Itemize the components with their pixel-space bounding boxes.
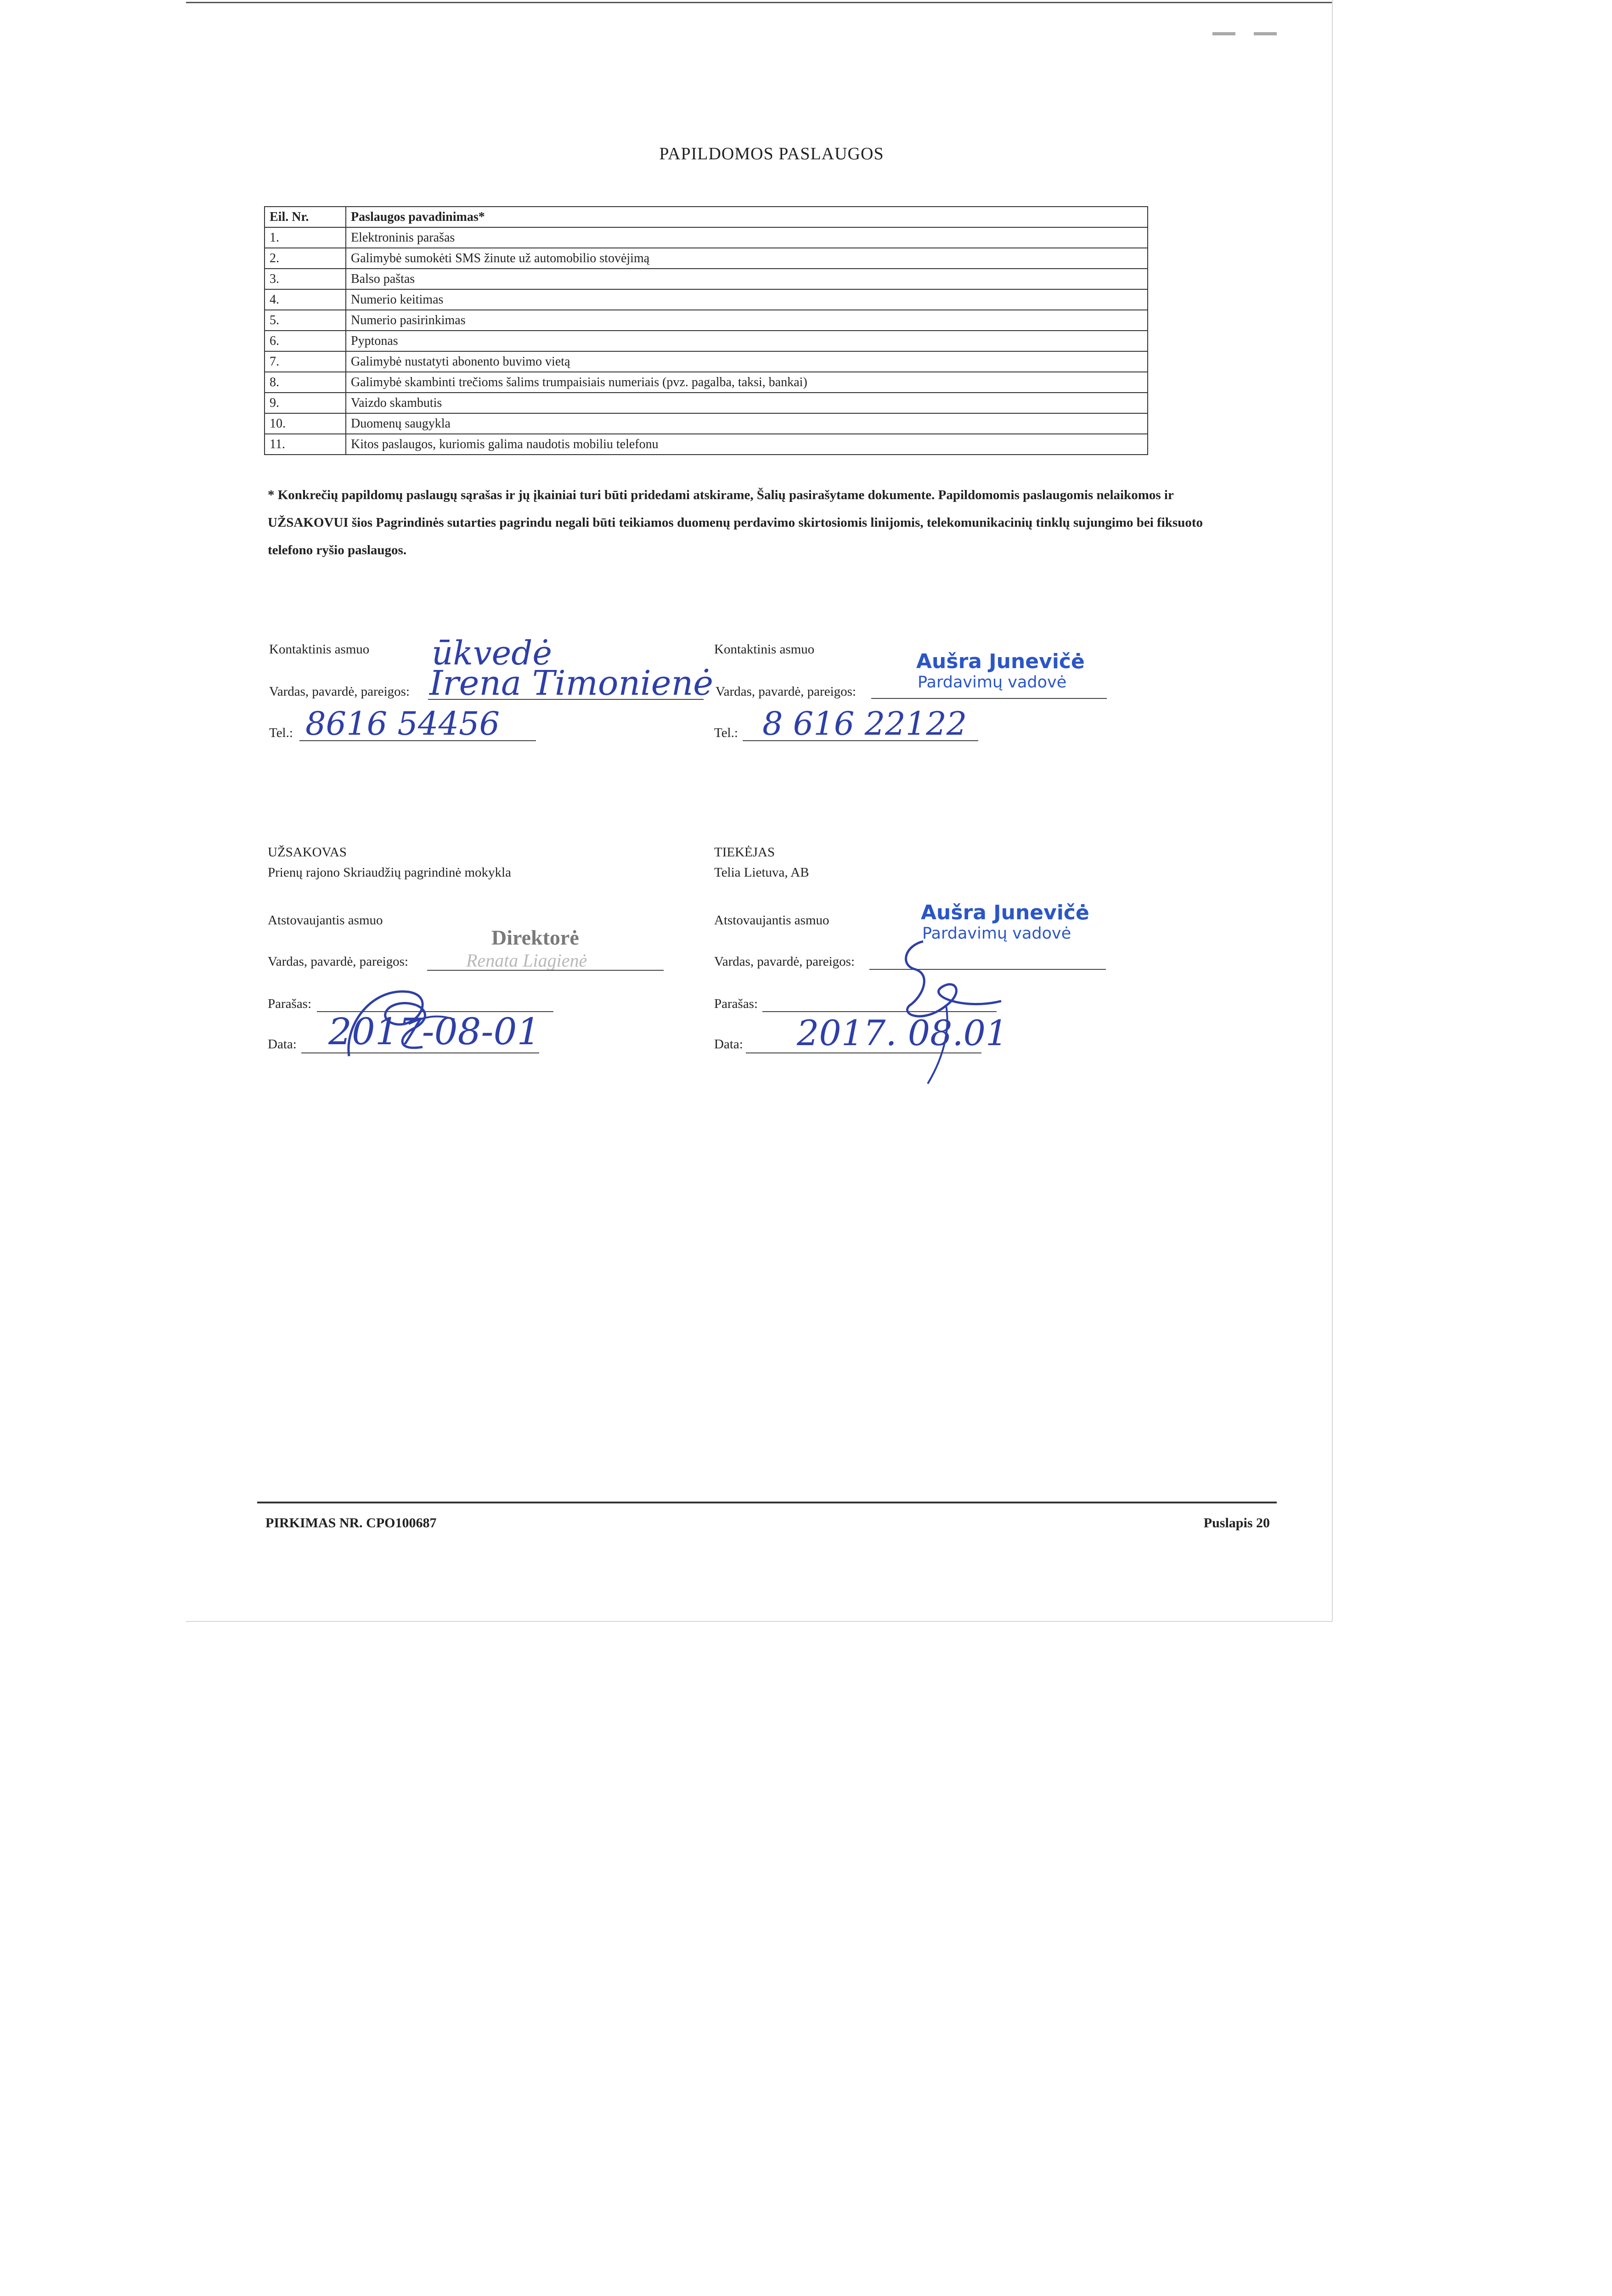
row-number: 2. — [265, 248, 346, 269]
right-contact-heading: Kontaktinis asmuo — [714, 642, 815, 657]
left-contact-name-label: Vardas, pavardė, pareigos: — [269, 684, 410, 699]
stamp-role: Pardavimų vadovė — [918, 673, 1067, 692]
scan-mark — [1254, 32, 1277, 35]
left-contact-tel-label: Tel.: — [269, 726, 293, 740]
row-service: Pyptonas — [346, 331, 1148, 351]
stamp-role: Pardavimų vadovė — [922, 924, 1071, 943]
customer-name: Prienų rajono Skriaudžių pagrindinė mokykla — [268, 865, 511, 880]
customer-role: UŽSAKOVAS — [268, 845, 347, 860]
customer-signature-label: Parašas: — [268, 996, 312, 1011]
footer-rule — [257, 1502, 1277, 1503]
table-row — [265, 310, 1148, 331]
customer-rep-label: Atstovaujantis asmuo — [268, 913, 383, 928]
right-contact-stamp — [916, 650, 1085, 692]
row-number: 10. — [265, 413, 346, 434]
supplier-rep-label: Atstovaujantis asmuo — [714, 913, 829, 928]
table-row — [265, 289, 1148, 310]
scan-mark — [1212, 32, 1235, 35]
row-service: Vaizdo skambutis — [346, 393, 1148, 413]
stamp-name: Aušra Junevičė — [916, 650, 1085, 673]
row-service: Elektroninis parašas — [346, 227, 1148, 248]
table-row — [265, 248, 1148, 269]
supplier-date-handwritten: 2017. 08.01 — [797, 1013, 1008, 1053]
table-header-row — [265, 207, 1148, 227]
table-row — [265, 393, 1148, 413]
customer-date-handwritten: 2017-08-01 — [328, 1010, 541, 1053]
row-number: 11. — [265, 434, 346, 455]
row-service: Numerio keitimas — [346, 289, 1148, 310]
customer-name-label: Vardas, pavardė, pareigos: — [268, 954, 408, 969]
table-row — [265, 269, 1148, 289]
row-number: 4. — [265, 289, 346, 310]
table-row — [265, 372, 1148, 393]
row-number: 1. — [265, 227, 346, 248]
column-header-number: Eil. Nr. — [265, 207, 346, 227]
row-number: 9. — [265, 393, 346, 413]
supplier-date-label: Data: — [714, 1037, 743, 1052]
row-number: 5. — [265, 310, 346, 331]
table-row — [265, 331, 1148, 351]
left-contact-heading: Kontaktinis asmuo — [269, 642, 370, 657]
customer-stamp-title: Direktorė — [491, 926, 579, 949]
right-contact-tel-handwritten: 8 616 22122 — [762, 705, 967, 743]
left-contact-tel-handwritten: 8616 54456 — [305, 705, 500, 743]
page-top-edge — [186, 2, 1332, 3]
stamp-name: Aušra Junevičė — [921, 901, 1089, 924]
row-number: 8. — [265, 372, 346, 393]
table-row — [265, 434, 1148, 455]
footer-page-number: Puslapis 20 — [1203, 1515, 1270, 1531]
customer-stamp-name: Renata Liagienė — [466, 950, 587, 971]
right-contact-name-label: Vardas, pavardė, pareigos: — [716, 684, 856, 699]
table-row — [265, 351, 1148, 372]
footnote: * Konkrečių papildomų paslaugų sąrašas ir jų įkainiai turi būti pridedami atskirame, Šalių pasirašytame dokumente. Papildomomis paslaugomis nelaikomos ir UŽSAKOVUI šios Pagrindinės sutarties pagrindu negali būti teikiamos duomenų perdavimo skirtosiomis linijomis, telekomunikacinių tinklų sujungimo bei fiksuoto telefono ryšio paslaugos. — [268, 488, 1203, 557]
table-row — [265, 413, 1148, 434]
right-contact-tel-label: Tel.: — [714, 726, 738, 740]
row-service: Galimybė nustatyti abonento buvimo vietą — [346, 351, 1148, 372]
row-number: 7. — [265, 351, 346, 372]
row-number: 6. — [265, 331, 346, 351]
right-contact-name-line — [871, 698, 1107, 699]
row-service: Galimybė sumokėti SMS žinute už automobilio stovėjimą — [346, 248, 1148, 269]
row-service: Duomenų saugykla — [346, 413, 1148, 434]
footer-procurement-number: PIRKIMAS NR. CPO100687 — [265, 1515, 437, 1531]
left-contact-role-handwritten: ūkvedė — [432, 634, 552, 672]
services-table — [264, 206, 1148, 455]
supplier-name: Telia Lietuva, AB — [714, 865, 809, 880]
column-header-service: Paslaugos pavadinimas* — [346, 207, 1148, 227]
supplier-signature-label: Parašas: — [714, 996, 758, 1011]
left-contact-name-handwritten: Irena Timonienė — [429, 664, 714, 703]
row-number: 3. — [265, 269, 346, 289]
table-row — [265, 227, 1148, 248]
row-service: Kitos paslaugos, kuriomis galima naudotis mobiliu telefonu — [346, 434, 1148, 455]
row-service: Numerio pasirinkimas — [346, 310, 1148, 331]
supplier-name-label: Vardas, pavardė, pareigos: — [714, 954, 855, 969]
row-service: Balso paštas — [346, 269, 1148, 289]
customer-date-label: Data: — [268, 1037, 297, 1052]
supplier-role: TIEKĖJAS — [714, 845, 775, 860]
supplier-signature-drawing — [896, 928, 1015, 1088]
row-service: Galimybė skambinti trečioms šalims trumpaisiais numeriais (pvz. pagalba, taksi, bankai) — [346, 372, 1148, 393]
page-title: PAPILDOMOS PASLAUGOS — [659, 144, 884, 163]
